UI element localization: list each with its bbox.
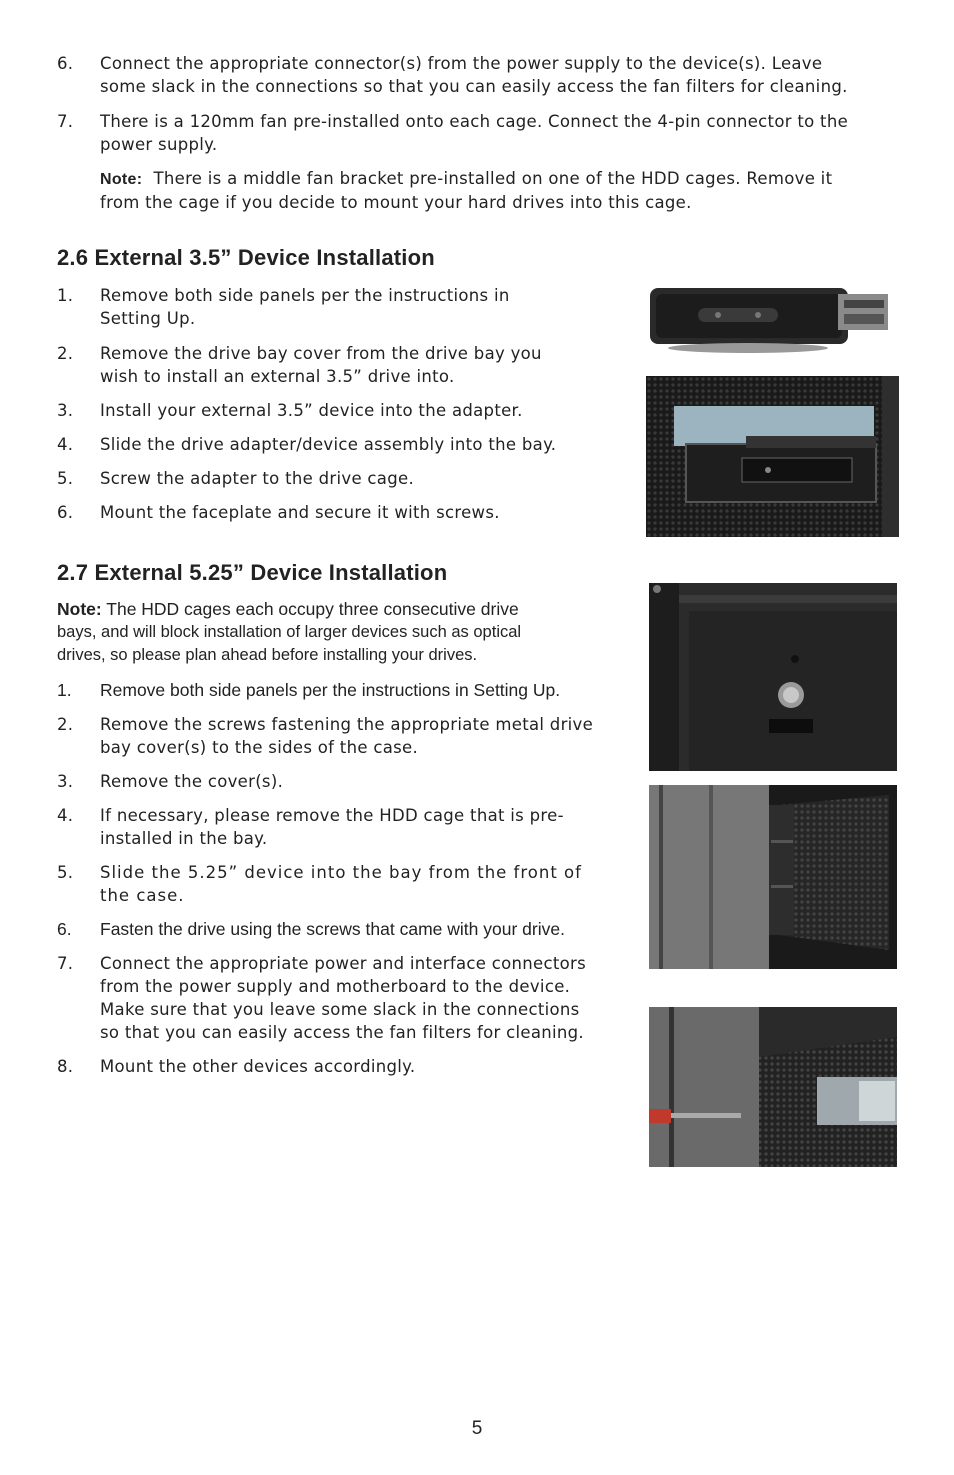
step-text	[100, 679, 560, 702]
step-line: Screw the adapter to the drive cage.	[100, 469, 414, 488]
step-text	[100, 861, 582, 907]
step-line: the case.	[100, 886, 185, 905]
step-text	[100, 501, 500, 524]
step-line: from the power supply and motherboard to the device.	[100, 977, 571, 996]
step-line: bay cover(s) to the sides of the case.	[100, 738, 419, 757]
step-6-top	[57, 52, 917, 98]
step-number: 1.	[57, 286, 74, 305]
s27-step	[57, 804, 627, 850]
step-text	[100, 433, 556, 456]
step-line: Slide the drive adapter/device assembly into the bay.	[100, 435, 557, 454]
note-line: drives, so please plan ahead before installing your drives.	[57, 646, 478, 664]
step-text	[100, 770, 283, 793]
note-line: from the cage if you decide to mount your hard drives into this cage.	[100, 193, 692, 212]
step-number: 2.	[57, 715, 74, 734]
drive-adapter-photo	[648, 282, 890, 354]
step-line: There is a 120mm fan pre-installed onto each cage. Connect the 4-pin connector to the	[100, 112, 849, 131]
step-line: Mount the other devices accordingly.	[100, 1057, 416, 1076]
step-line: Mount the faceplate and secure it with screws.	[100, 503, 500, 522]
s27-step	[57, 918, 637, 941]
s27-step	[57, 770, 627, 793]
step-line: Connect the appropriate power and interface connectors	[100, 954, 586, 973]
step-number: 8.	[57, 1057, 74, 1076]
section-2-7-heading: 2.7 External 5.25” Device Installation	[57, 560, 448, 585]
step-text	[100, 52, 848, 98]
s26-step	[57, 342, 617, 388]
step-line: Connect the appropriate connector(s) from the power supply to the device(s). Leave	[100, 54, 823, 73]
hdd-cage-photo	[649, 785, 897, 969]
step-number: 6.	[57, 919, 72, 939]
s26-step	[57, 467, 617, 490]
step-line: installed in the bay.	[100, 829, 268, 848]
step-line: Setting Up.	[100, 309, 196, 328]
note-line: bays, and will block installation of larger devices such as optical	[57, 623, 522, 641]
step-line: Slide the 5.25” device into the bay from the front of	[100, 863, 582, 882]
note-line	[100, 167, 920, 191]
step-line: Install your external 3.5” device into the adapter.	[100, 401, 523, 420]
step-text	[100, 342, 542, 388]
section-2-6-heading: 2.6 External 3.5” Device Installation	[57, 245, 435, 270]
step-line: wish to install an external 3.5” drive into.	[100, 367, 455, 386]
s27-step	[57, 861, 627, 907]
note-label: Note:	[100, 171, 143, 188]
step-number: 7.	[57, 112, 74, 131]
step-text	[100, 804, 564, 850]
step-line: so that you can easily access the fan filters for cleaning.	[100, 1023, 584, 1042]
s27-note	[57, 598, 627, 667]
step-number: 7.	[57, 954, 74, 973]
s26-step	[57, 399, 617, 422]
step-text	[100, 1055, 415, 1078]
step-text	[100, 110, 848, 156]
s27-step	[57, 679, 627, 702]
step-line: Remove both side panels per the instructions in Setting Up.	[100, 680, 561, 700]
step-line: If necessary, please remove the HDD cage that is pre-	[100, 806, 564, 825]
note-text: There is a middle fan bracket pre-installed on one of the HDD cages. Remove it	[153, 169, 833, 188]
optical-drive-install-photo	[649, 1007, 897, 1167]
step-line: Remove the screws fastening the appropriate metal drive	[100, 715, 594, 734]
step-line: Remove both side panels per the instructions in	[100, 286, 510, 305]
s27-step	[57, 952, 627, 1044]
step-text	[100, 952, 586, 1044]
step-line: Remove the drive bay cover from the drive bay you	[100, 344, 542, 363]
note-line	[57, 598, 627, 621]
step-line: Fasten the drive using the screws that came with your drive.	[100, 919, 565, 939]
step-number: 4.	[57, 806, 74, 825]
step-line: Make sure that you leave some slack in the connections	[100, 1000, 580, 1019]
note-text: The HDD cages each occupy three consecutive drive	[106, 599, 519, 619]
s26-step	[57, 501, 617, 524]
step-text	[100, 918, 565, 941]
s27-step	[57, 1055, 627, 1078]
note-label: Note:	[57, 599, 102, 619]
step-text	[100, 713, 593, 759]
step-number: 6.	[57, 503, 74, 522]
step-line: power supply.	[100, 135, 218, 154]
s26-step	[57, 284, 617, 330]
step-number: 3.	[57, 401, 74, 420]
step-number: 5.	[57, 469, 74, 488]
page-number: 5	[471, 1418, 483, 1439]
bay-adapter-photo	[646, 376, 899, 537]
step-line: Remove the cover(s).	[100, 772, 284, 791]
top-note	[100, 167, 920, 213]
step-number: 4.	[57, 435, 74, 454]
step-text	[100, 284, 510, 330]
step-number: 6.	[57, 54, 74, 73]
bay-cover-screw-photo	[649, 583, 897, 771]
step-text	[100, 399, 523, 422]
step-7-top	[57, 110, 917, 156]
step-number: 1.	[57, 680, 72, 700]
s27-step	[57, 713, 627, 759]
step-number: 3.	[57, 772, 74, 791]
step-text	[100, 467, 414, 490]
step-number: 5.	[57, 863, 74, 882]
step-line: some slack in the connections so that you can easily access the fan filters for cleaning.	[100, 77, 848, 96]
s26-step	[57, 433, 617, 456]
step-number: 2.	[57, 344, 74, 363]
